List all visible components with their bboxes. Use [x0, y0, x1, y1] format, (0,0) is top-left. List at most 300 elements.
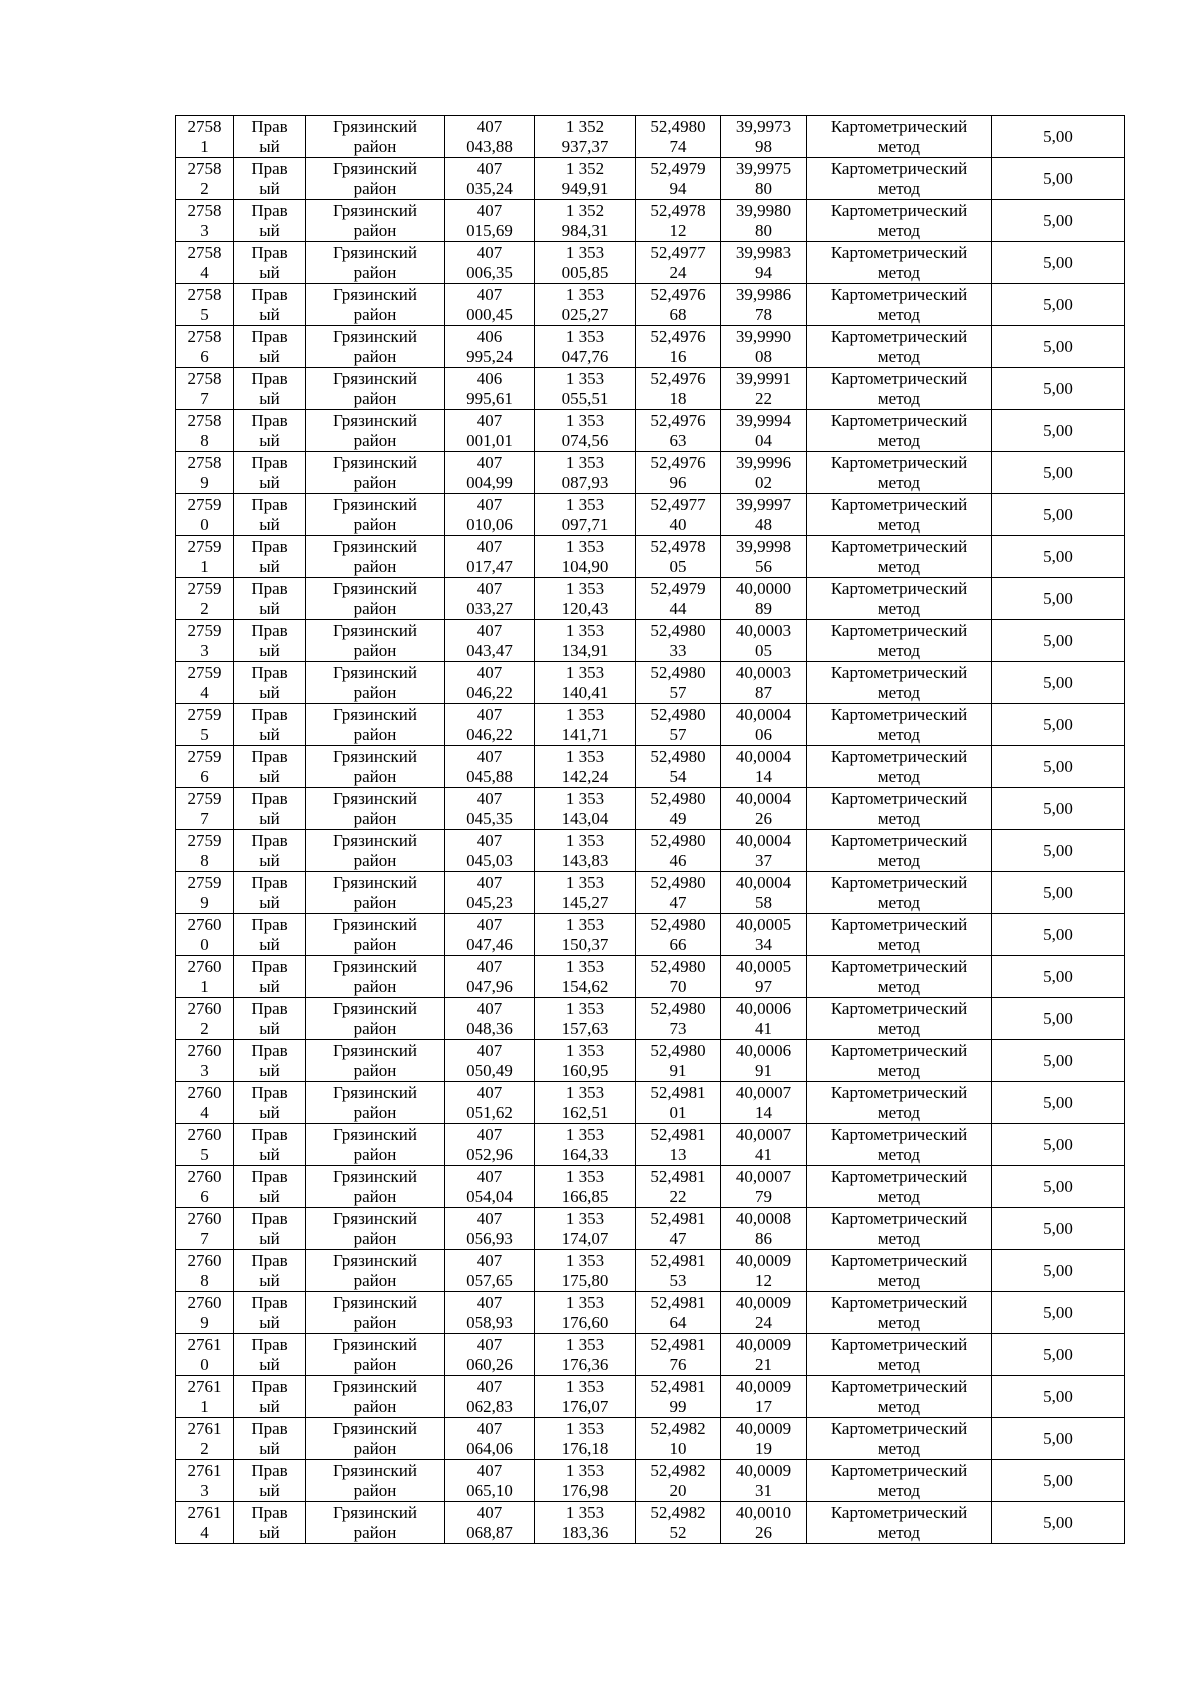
y-coordinate-line-1: 1 353	[565, 998, 605, 1018]
district-line-1: Грязинский	[333, 452, 417, 472]
table-row	[176, 956, 1125, 998]
longitude-cell	[721, 872, 807, 914]
y-coordinate-line-2: 134,91	[561, 640, 609, 660]
side-cell	[234, 536, 306, 578]
latitude-line-2: 99	[669, 1396, 687, 1416]
x-coordinate-line-2: 045,35	[466, 808, 513, 828]
error-cell: 5,00	[992, 1124, 1125, 1166]
district-line-1: Грязинский	[333, 116, 417, 136]
x-coordinate-line-2: 062,83	[466, 1396, 513, 1416]
latitude-cell	[636, 1208, 721, 1250]
side-line-1: Прав	[251, 578, 288, 598]
method-cell	[807, 284, 992, 326]
method-line-1: Картометрический	[830, 1250, 968, 1270]
district-cell	[306, 1376, 445, 1418]
y-coordinate-line-1: 1 353	[565, 1376, 605, 1396]
latitude-line-1: 52,4976	[650, 326, 706, 346]
method-cell	[807, 704, 992, 746]
y-coordinate-line-2: 949,91	[561, 178, 609, 198]
point-number-line-2: 1	[200, 136, 209, 156]
point-number-line-1: 2761	[187, 1502, 222, 1522]
y-coordinate-cell	[535, 1502, 636, 1544]
latitude-line-2: 18	[669, 388, 687, 408]
y-coordinate-line-2: 055,51	[561, 388, 609, 408]
side-cell	[234, 998, 306, 1040]
x-coordinate-line-1: 407	[476, 1292, 503, 1312]
error-cell: 5,00	[992, 1460, 1125, 1502]
latitude-line-1: 52,4981	[650, 1166, 706, 1186]
method-cell	[807, 1040, 992, 1082]
x-coordinate-cell	[445, 1082, 535, 1124]
error-cell: 5,00	[992, 956, 1125, 998]
y-coordinate-cell	[535, 1166, 636, 1208]
longitude-cell	[721, 158, 807, 200]
x-coordinate-cell	[445, 242, 535, 284]
longitude-cell	[721, 1460, 807, 1502]
side-line-2: ый	[259, 808, 280, 828]
point-number-line-2: 2	[200, 598, 209, 618]
y-coordinate-cell	[535, 1334, 636, 1376]
latitude-cell	[636, 284, 721, 326]
x-coordinate-line-2: 048,36	[466, 1018, 513, 1038]
latitude-line-2: 22	[669, 1186, 687, 1206]
x-coordinate-line-1: 407	[476, 1166, 503, 1186]
latitude-cell	[636, 956, 721, 998]
side-line-1: Прав	[251, 116, 288, 136]
method-line-1: Картометрический	[830, 1292, 968, 1312]
table-row	[176, 1334, 1125, 1376]
point-number-line-1: 2758	[187, 410, 222, 430]
y-coordinate-line-2: 140,41	[561, 682, 609, 702]
district-line-2: район	[353, 388, 397, 408]
longitude-line-1: 40,0007	[735, 1166, 792, 1186]
method-cell	[807, 1502, 992, 1544]
x-coordinate-line-2: 045,23	[466, 892, 513, 912]
side-line-2: ый	[259, 220, 280, 240]
error-cell: 5,00	[992, 1208, 1125, 1250]
longitude-line-1: 39,9994	[735, 410, 792, 430]
side-line-2: ый	[259, 136, 280, 156]
x-coordinate-line-1: 407	[476, 956, 503, 976]
method-line-2: метод	[877, 1312, 921, 1332]
method-cell	[807, 1166, 992, 1208]
x-coordinate-line-2: 043,47	[466, 640, 513, 660]
longitude-line-2: 14	[755, 1102, 772, 1122]
x-coordinate-cell	[445, 830, 535, 872]
district-line-2: район	[353, 1186, 397, 1206]
method-line-2: метод	[877, 808, 921, 828]
x-coordinate-line-2: 033,27	[466, 598, 513, 618]
method-line-1: Картометрический	[830, 914, 968, 934]
district-cell	[306, 872, 445, 914]
district-line-1: Грязинский	[333, 1250, 417, 1270]
side-line-2: ый	[259, 1018, 280, 1038]
method-line-1: Картометрический	[830, 368, 968, 388]
y-coordinate-cell	[535, 1250, 636, 1292]
latitude-line-1: 52,4977	[650, 242, 706, 262]
y-coordinate-line-2: 047,76	[561, 346, 609, 366]
y-coordinate-line-2: 097,71	[561, 514, 609, 534]
district-cell	[306, 1166, 445, 1208]
x-coordinate-line-1: 407	[476, 410, 503, 430]
x-coordinate-cell	[445, 1376, 535, 1418]
side-cell	[234, 368, 306, 410]
method-line-1: Картометрический	[830, 704, 968, 724]
latitude-line-1: 52,4978	[650, 536, 706, 556]
longitude-line-1: 40,0006	[735, 1040, 792, 1060]
district-cell	[306, 788, 445, 830]
latitude-cell	[636, 1166, 721, 1208]
y-coordinate-cell	[535, 1124, 636, 1166]
method-cell	[807, 410, 992, 452]
error-cell: 5,00	[992, 662, 1125, 704]
y-coordinate-line-1: 1 353	[565, 1460, 605, 1480]
error-cell: 5,00	[992, 284, 1125, 326]
y-coordinate-line-1: 1 353	[565, 746, 605, 766]
table-row	[176, 368, 1125, 410]
district-cell	[306, 1208, 445, 1250]
method-line-2: метод	[877, 976, 921, 996]
point-number-line-1: 2758	[187, 368, 222, 388]
district-cell	[306, 1502, 445, 1544]
latitude-cell	[636, 410, 721, 452]
latitude-line-1: 52,4981	[650, 1376, 706, 1396]
longitude-cell	[721, 704, 807, 746]
point-number-cell	[176, 1082, 234, 1124]
x-coordinate-line-2: 058,93	[466, 1312, 513, 1332]
method-line-1: Картометрический	[830, 1040, 968, 1060]
side-cell	[234, 1082, 306, 1124]
district-line-1: Грязинский	[333, 1124, 417, 1144]
side-line-2: ый	[259, 1228, 280, 1248]
district-line-1: Грязинский	[333, 326, 417, 346]
side-cell	[234, 242, 306, 284]
latitude-line-1: 52,4982	[650, 1460, 706, 1480]
x-coordinate-cell	[445, 872, 535, 914]
point-number-line-1: 2760	[187, 1292, 222, 1312]
method-line-1: Картометрический	[830, 116, 968, 136]
longitude-line-2: 14	[755, 766, 772, 786]
y-coordinate-line-1: 1 353	[565, 1208, 605, 1228]
district-line-2: район	[353, 976, 397, 996]
latitude-line-2: 91	[669, 1060, 687, 1080]
x-coordinate-line-1: 407	[476, 1124, 503, 1144]
latitude-cell	[636, 578, 721, 620]
method-line-1: Картометрический	[830, 158, 968, 178]
x-coordinate-line-1: 407	[476, 1460, 503, 1480]
error-cell: 5,00	[992, 536, 1125, 578]
district-cell	[306, 284, 445, 326]
method-cell	[807, 1082, 992, 1124]
side-line-1: Прав	[251, 998, 288, 1018]
district-line-2: район	[353, 808, 397, 828]
y-coordinate-cell	[535, 284, 636, 326]
longitude-line-1: 40,0008	[735, 1208, 792, 1228]
point-number-cell	[176, 284, 234, 326]
latitude-line-1: 52,4980	[650, 998, 706, 1018]
y-coordinate-line-1: 1 352	[565, 158, 605, 178]
method-line-2: метод	[877, 724, 921, 744]
district-line-1: Грязинский	[333, 410, 417, 430]
y-coordinate-line-1: 1 353	[565, 1334, 605, 1354]
point-number-line-1: 2758	[187, 284, 222, 304]
side-cell	[234, 1124, 306, 1166]
side-line-2: ый	[259, 346, 280, 366]
method-line-1: Картометрический	[830, 1334, 968, 1354]
point-number-line-2: 3	[200, 220, 209, 240]
side-line-1: Прав	[251, 1292, 288, 1312]
district-cell	[306, 116, 445, 158]
district-line-2: район	[353, 1312, 397, 1332]
error-cell: 5,00	[992, 620, 1125, 662]
district-line-1: Грязинский	[333, 536, 417, 556]
method-cell	[807, 1376, 992, 1418]
point-number-cell	[176, 1376, 234, 1418]
side-line-2: ый	[259, 472, 280, 492]
method-cell	[807, 116, 992, 158]
method-line-1: Картометрический	[830, 746, 968, 766]
method-line-2: метод	[877, 262, 921, 282]
y-coordinate-cell	[535, 1040, 636, 1082]
side-line-2: ый	[259, 724, 280, 744]
district-line-2: район	[353, 1144, 397, 1164]
y-coordinate-line-2: 087,93	[561, 472, 609, 492]
point-number-cell	[176, 872, 234, 914]
longitude-line-2: 12	[755, 1270, 772, 1290]
x-coordinate-line-2: 015,69	[466, 220, 513, 240]
point-number-line-1: 2759	[187, 494, 222, 514]
district-cell	[306, 956, 445, 998]
longitude-line-2: 06	[755, 724, 772, 744]
longitude-line-1: 40,0004	[735, 830, 792, 850]
x-coordinate-line-2: 045,88	[466, 766, 513, 786]
latitude-cell	[636, 998, 721, 1040]
point-number-cell	[176, 326, 234, 368]
side-line-2: ый	[259, 1396, 280, 1416]
point-number-line-1: 2760	[187, 956, 222, 976]
longitude-line-1: 40,0009	[735, 1250, 792, 1270]
y-coordinate-cell	[535, 746, 636, 788]
latitude-cell	[636, 1334, 721, 1376]
point-number-cell	[176, 1124, 234, 1166]
district-line-2: район	[353, 304, 397, 324]
table-row	[176, 536, 1125, 578]
side-line-1: Прав	[251, 284, 288, 304]
side-cell	[234, 1334, 306, 1376]
y-coordinate-line-1: 1 352	[565, 116, 605, 136]
latitude-line-2: 64	[669, 1312, 687, 1332]
point-number-cell	[176, 116, 234, 158]
longitude-line-1: 40,0004	[735, 746, 792, 766]
longitude-line-1: 39,9986	[735, 284, 792, 304]
table-row	[176, 704, 1125, 746]
x-coordinate-line-2: 045,03	[466, 850, 513, 870]
longitude-cell	[721, 1082, 807, 1124]
longitude-line-1: 40,0004	[735, 704, 792, 724]
x-coordinate-line-1: 407	[476, 536, 503, 556]
method-cell	[807, 830, 992, 872]
y-coordinate-cell	[535, 494, 636, 536]
latitude-cell	[636, 1418, 721, 1460]
y-coordinate-cell	[535, 1376, 636, 1418]
district-line-1: Грязинский	[333, 1418, 417, 1438]
latitude-cell	[636, 746, 721, 788]
x-coordinate-line-1: 407	[476, 998, 503, 1018]
district-cell	[306, 1040, 445, 1082]
table-row	[176, 452, 1125, 494]
x-coordinate-line-2: 046,22	[466, 724, 513, 744]
point-number-line-2: 3	[200, 1060, 209, 1080]
district-line-1: Грязинский	[333, 494, 417, 514]
latitude-line-2: 70	[669, 976, 687, 996]
latitude-line-2: 12	[669, 220, 687, 240]
longitude-line-2: 80	[755, 220, 772, 240]
longitude-line-1: 40,0003	[735, 620, 792, 640]
longitude-cell	[721, 326, 807, 368]
y-coordinate-line-1: 1 353	[565, 956, 605, 976]
y-coordinate-line-1: 1 353	[565, 536, 605, 556]
side-cell	[234, 872, 306, 914]
district-cell	[306, 494, 445, 536]
x-coordinate-line-2: 051,62	[466, 1102, 513, 1122]
method-cell	[807, 452, 992, 494]
longitude-cell	[721, 746, 807, 788]
latitude-cell	[636, 1124, 721, 1166]
side-line-1: Прав	[251, 158, 288, 178]
latitude-cell	[636, 872, 721, 914]
latitude-line-2: 68	[669, 304, 687, 324]
side-line-2: ый	[259, 1312, 280, 1332]
point-number-line-2: 6	[200, 766, 209, 786]
point-number-line-2: 7	[200, 808, 209, 828]
y-coordinate-line-2: 176,18	[561, 1438, 609, 1458]
method-line-1: Картометрический	[830, 284, 968, 304]
method-line-1: Картометрический	[830, 578, 968, 598]
x-coordinate-cell	[445, 452, 535, 494]
side-line-2: ый	[259, 892, 280, 912]
y-coordinate-line-2: 142,24	[561, 766, 609, 786]
y-coordinate-line-1: 1 353	[565, 1040, 605, 1060]
x-coordinate-cell	[445, 620, 535, 662]
x-coordinate-line-1: 407	[476, 1502, 503, 1522]
district-line-1: Грязинский	[333, 704, 417, 724]
longitude-cell	[721, 1208, 807, 1250]
longitude-line-2: 94	[755, 262, 772, 282]
longitude-cell	[721, 1334, 807, 1376]
longitude-cell	[721, 1040, 807, 1082]
method-line-1: Картометрический	[830, 242, 968, 262]
error-cell: 5,00	[992, 1376, 1125, 1418]
y-coordinate-line-1: 1 353	[565, 242, 605, 262]
point-number-line-2: 1	[200, 976, 209, 996]
point-number-cell	[176, 158, 234, 200]
x-coordinate-cell	[445, 284, 535, 326]
table-row	[176, 1418, 1125, 1460]
point-number-cell	[176, 746, 234, 788]
district-line-1: Грязинский	[333, 1334, 417, 1354]
point-number-cell	[176, 662, 234, 704]
longitude-line-2: 89	[755, 598, 772, 618]
x-coordinate-line-2: 035,24	[466, 178, 513, 198]
latitude-line-2: 74	[669, 136, 687, 156]
x-coordinate-cell	[445, 1250, 535, 1292]
x-coordinate-cell	[445, 578, 535, 620]
side-line-1: Прав	[251, 788, 288, 808]
latitude-line-2: 24	[669, 262, 687, 282]
y-coordinate-line-1: 1 353	[565, 1292, 605, 1312]
method-line-1: Картометрический	[830, 1418, 968, 1438]
longitude-cell	[721, 788, 807, 830]
method-line-2: метод	[877, 682, 921, 702]
latitude-line-1: 52,4980	[650, 830, 706, 850]
y-coordinate-cell	[535, 326, 636, 368]
longitude-cell	[721, 662, 807, 704]
x-coordinate-line-2: 006,35	[466, 262, 513, 282]
y-coordinate-line-2: 162,51	[561, 1102, 609, 1122]
side-cell	[234, 1040, 306, 1082]
point-number-line-1: 2761	[187, 1418, 222, 1438]
district-line-1: Грязинский	[333, 914, 417, 934]
x-coordinate-line-1: 407	[476, 200, 503, 220]
y-coordinate-line-2: 005,85	[561, 262, 609, 282]
side-cell	[234, 158, 306, 200]
error-cell: 5,00	[992, 1250, 1125, 1292]
y-coordinate-line-2: 150,37	[561, 934, 609, 954]
y-coordinate-line-2: 164,33	[561, 1144, 609, 1164]
method-line-1: Картометрический	[830, 1082, 968, 1102]
side-line-2: ый	[259, 304, 280, 324]
latitude-line-2: 13	[669, 1144, 687, 1164]
longitude-cell	[721, 1166, 807, 1208]
method-line-2: метод	[877, 220, 921, 240]
error-cell: 5,00	[992, 326, 1125, 368]
x-coordinate-cell	[445, 494, 535, 536]
method-line-2: метод	[877, 1144, 921, 1164]
x-coordinate-line-1: 407	[476, 452, 503, 472]
district-cell	[306, 830, 445, 872]
y-coordinate-line-2: 937,37	[561, 136, 609, 156]
table-row	[176, 662, 1125, 704]
y-coordinate-line-1: 1 353	[565, 410, 605, 430]
latitude-line-1: 52,4981	[650, 1250, 706, 1270]
method-cell	[807, 494, 992, 536]
table-row	[176, 116, 1125, 158]
side-line-1: Прав	[251, 410, 288, 430]
table-row	[176, 242, 1125, 284]
y-coordinate-cell	[535, 1208, 636, 1250]
y-coordinate-line-2: 176,98	[561, 1480, 609, 1500]
side-cell	[234, 830, 306, 872]
district-line-1: Грязинский	[333, 872, 417, 892]
longitude-cell	[721, 1418, 807, 1460]
longitude-cell	[721, 368, 807, 410]
y-coordinate-line-1: 1 353	[565, 1166, 605, 1186]
method-line-2: метод	[877, 1438, 921, 1458]
table-row	[176, 1082, 1125, 1124]
error-cell: 5,00	[992, 410, 1125, 452]
district-cell	[306, 1292, 445, 1334]
district-cell	[306, 704, 445, 746]
point-number-cell	[176, 1334, 234, 1376]
point-number-cell	[176, 410, 234, 452]
district-line-2: район	[353, 1480, 397, 1500]
method-line-2: метод	[877, 1396, 921, 1416]
method-line-2: метод	[877, 934, 921, 954]
y-coordinate-line-1: 1 353	[565, 1124, 605, 1144]
side-cell	[234, 1418, 306, 1460]
side-line-2: ый	[259, 556, 280, 576]
side-line-1: Прав	[251, 536, 288, 556]
